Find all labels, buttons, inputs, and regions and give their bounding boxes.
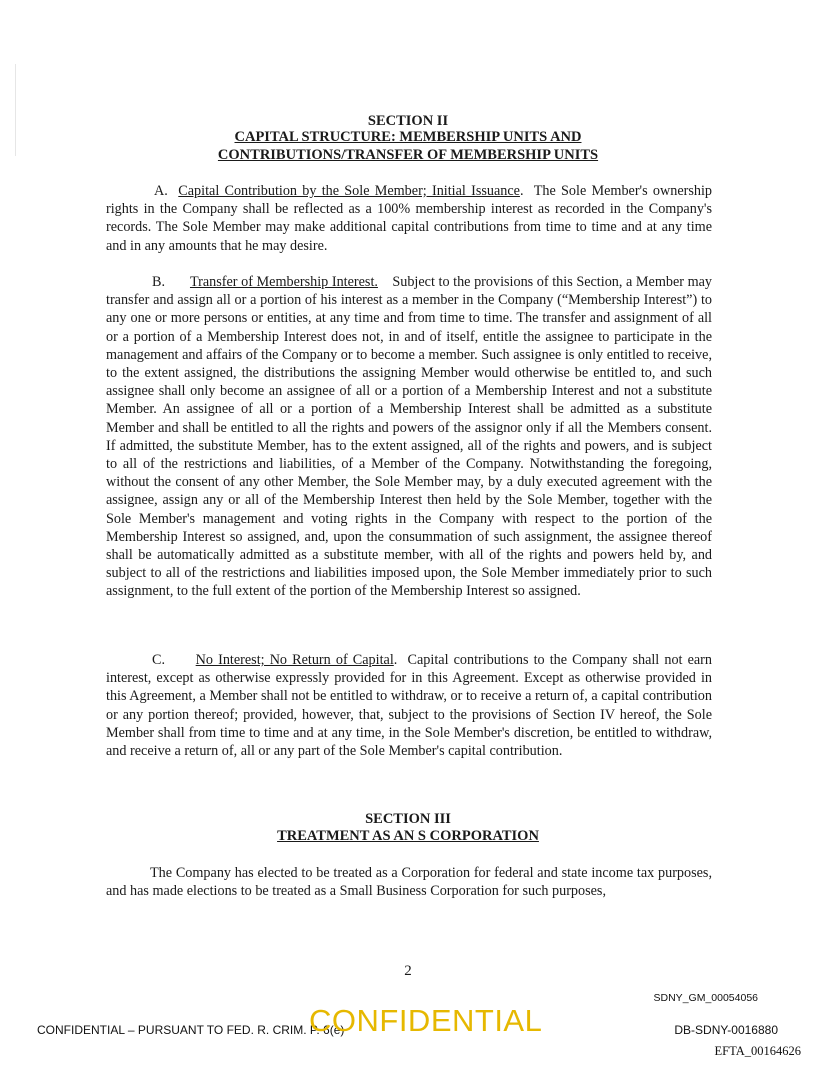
- paragraph-a-body: The Sole Member's ownership rights in the Company shall be reflected as a 100% membership interest as recorded in the Company's records. The Sole Member may make additional capital contributions from time to time and at any time and in any amounts that he may desire.: [106, 183, 712, 254]
- paragraph-a-heading-end: .: [519, 183, 524, 199]
- confidential-notice: CONFIDENTIAL – PURSUANT TO FED. R. CRIM. P. 6(e): [37, 1023, 345, 1037]
- paragraph-a-heading: Capital Contribution by the Sole Member; Initial Issuance: [178, 183, 520, 199]
- section-3-title: TREATMENT AS AN S CORPORATION: [277, 828, 539, 844]
- confidential-stamp: CONFIDENTIAL: [309, 1003, 543, 1038]
- section-3-label: SECTION III: [365, 811, 451, 827]
- section-2-title-line-2: CONTRIBUTIONS/TRANSFER OF MEMBERSHIP UNITS: [217, 147, 599, 163]
- paragraph-b-body: Subject to the provisions of this Section, a Member may transfer and assign all or a portion of his interest as a member in the Company (“Membership Interest”) to any one or more persons or entities, at any time and from time to time. The transfer and assignment of all or a portion of a Membership Interest does not, in and of itself, entitle the assignee to participate in the management and affairs of the Company or to become a member. Such assignee is only entitled to receive, to the extent assigned, the distributions the assigning Member would otherwise be entitled to, and such assignee shall only become an assignee of all or a portion of a Membership Interest and not a substitute Member. An assignee of all or a portion of a Membership Interest shall be admitted as a substitute Member and shall be entitled to all the rights and powers of the assignor only if all the Members consent. If admitted, the substitute Member, has to the extent assigned, all of the rights and powers, and is subject to all of the restrictions and liabilities, of a Member of the Company. Notwithstanding the foregoing, without the consent of any other Member, the Sole Member may, by a duly executed agreement with the assignee, assign any or all of the Membership Interest then held by the Sole Member, together with the Sole Member's management and voting rights in the Company with respect to the portion of the Membership Interest so assigned, and, upon the consummation of such assignment, the assignee thereof shall be automatically admitted as a substitute member, with all of the rights and powers held by, and subject to all of the restrictions and liabilities imposed upon, the Sole Member immediately prior to such assignment, to the full extent of the portion of the Membership Interest so assigned.: [106, 274, 713, 600]
- paragraph-c-body: Capital contributions to the Company shall not earn interest, except as otherwise expressly provided for in this Agreement. Except as otherwise provided in this Agreement, a Member shall not be entitled to withdraw, or to receive a return of, a capital contribution or any portion thereof; provided, however, that, subject to the provisions of Section IV hereof, the Sole Member shall from time to time and at any time, in the Sole Member's discretion, be entitled to withdraw, and receive a return of, all or any part of the Sole Member's capital contribution.: [106, 652, 712, 760]
- paragraph-b: [106, 273, 712, 601]
- paragraph-a-marker: A.: [154, 183, 168, 199]
- paragraph-a: [106, 182, 712, 255]
- section-3-body: The Company has elected to be treated as a Corporation for federal and state income tax purposes, and has made elections to be treated as a Small Business Corporation for such purposes,: [106, 865, 712, 900]
- paragraph-b-heading: Transfer of Membership Interest.: [189, 274, 378, 290]
- paragraph-c-marker: C.: [152, 652, 166, 668]
- paragraph-b-marker: B.: [152, 274, 166, 290]
- paragraph-c: [106, 651, 712, 760]
- paragraph-c-heading: No Interest; No Return of Capital: [195, 652, 394, 668]
- page-number: 2: [404, 963, 412, 979]
- db-sdny-bates-id: DB-SDNY-0016880: [674, 1023, 778, 1037]
- sdny-bates-id: SDNY_GM_00054056: [653, 992, 758, 1004]
- section-2-label: SECTION II: [367, 113, 449, 129]
- efta-bates-id: EFTA_00164626: [714, 1044, 801, 1058]
- section-2-title-line-1: CAPITAL STRUCTURE: MEMBERSHIP UNITS AND: [234, 129, 582, 145]
- paragraph-c-heading-end: .: [393, 652, 398, 668]
